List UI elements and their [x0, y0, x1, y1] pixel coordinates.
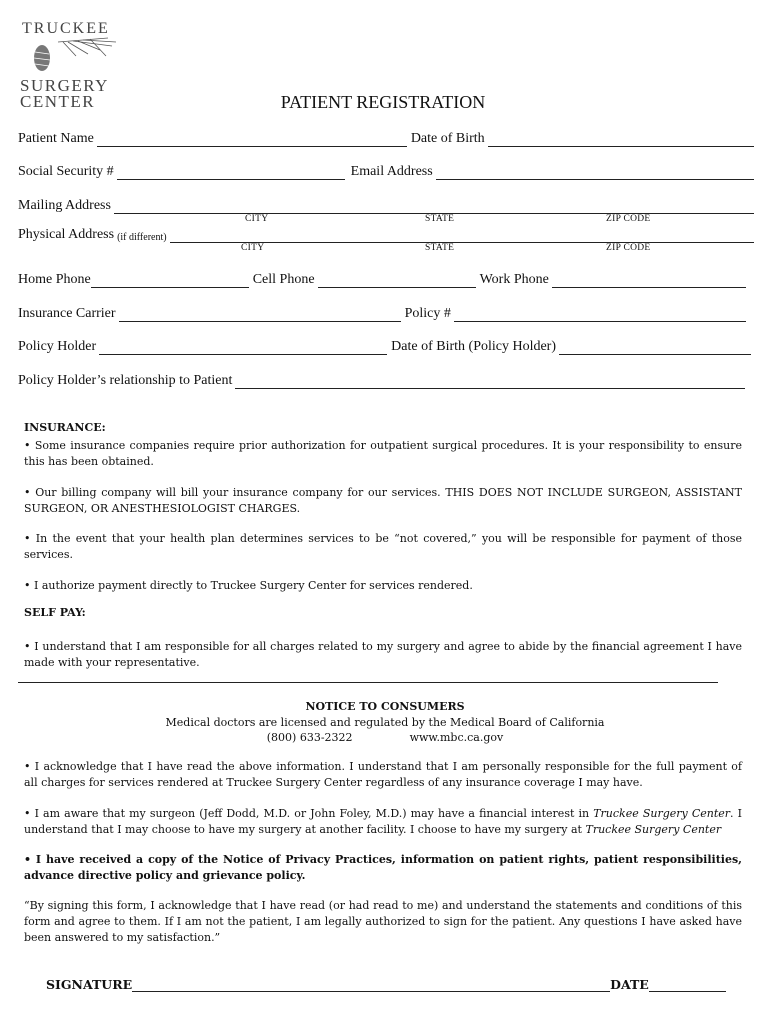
acknowledge-bullet-3: • I have received a copy of the Notice of Privacy Practices, information on patient rights, patient responsibilities, advance directive policy and grievance policy. [24, 853, 742, 882]
policy-number-field[interactable] [454, 307, 746, 322]
acknowledge-bullet-1: • I acknowledge that I have read the above information. I understand that I am personally responsible for the full payment of all charges for services rendered at Truckee Surgery Center regardless of any insurance coverage I may have. [24, 760, 742, 789]
email-field[interactable] [436, 165, 754, 180]
cell-phone-label: Cell Phone [252, 272, 315, 287]
mailing-zip-caption: ZIP CODE [606, 214, 651, 224]
form-title [0, 92, 770, 113]
section-divider [18, 682, 718, 683]
physical-zip-caption: ZIP CODE [606, 243, 651, 253]
patient-name-label: Patient Name [18, 131, 94, 146]
ack-b2-part-c: . I understand that I may choose to have my surgery at another facility. I choose to have my surgery at [24, 807, 742, 836]
insurance-carrier-field[interactable] [119, 307, 401, 322]
notice-contact [0, 731, 770, 744]
signature-label: SIGNATURE [46, 977, 133, 992]
physical-state-caption: STATE [425, 243, 455, 253]
physical-address-label: Physical Address [18, 227, 115, 242]
signature-row [46, 977, 726, 992]
logo-text-surgery: SURGERY [20, 76, 109, 95]
row-insurance-carrier [18, 306, 746, 322]
insurance-bullet-2: • Our billing company will bill your insurance company for our services. THIS DOES NOT INCLUDE SURGEON, ASSISTANT SURGEON, OR ANESTHESIOLOGIST CHARGES. [24, 486, 742, 515]
insurance-bullet-3: • In the event that your health plan determines services to be “not covered,” you will be responsible for payment of those services. [24, 532, 742, 561]
relationship-field[interactable] [235, 374, 745, 389]
relationship-label: Policy Holder’s relationship to Patient [18, 373, 233, 388]
ack-b2-part-b: Truckee Surgery Center [593, 807, 731, 820]
ssn-field[interactable] [117, 165, 345, 180]
insurance-carrier-label: Insurance Carrier [18, 306, 116, 321]
notice-line-1: Medical doctors are licensed and regulated by the Medical Board of California [165, 716, 605, 729]
home-phone-label: Home Phone [18, 272, 91, 287]
self-pay-bullet-1: • I understand that I am responsible for all charges related to my surgery and agree to abide by the financial agreement I have made with your representative. [24, 640, 742, 669]
acknowledge-bullet-2 [24, 806, 742, 838]
policy-holder-dob-field[interactable] [559, 340, 751, 355]
date-of-birth-field[interactable] [488, 132, 754, 147]
row-policy-holder [18, 339, 751, 355]
work-phone-label: Work Phone [479, 272, 549, 287]
patient-name-field[interactable] [97, 132, 407, 147]
physical-address-field[interactable] [170, 228, 754, 243]
work-phone-field[interactable] [552, 273, 746, 288]
medical-board-phone: (800) 633-2322 [266, 731, 353, 744]
logo-text-truckee: TRUCKEE [22, 20, 110, 37]
signature-statement: “By signing this form, I acknowledge that I have read (or had read to me) and understand the statements and conditions of this form and agree to them. If I am not the patient, I am legally authorized to sign for the patient. Any questions I have asked have been answered to my satisfaction.” [24, 899, 742, 944]
ack-b2-part-a: • I am aware that my surgeon (Jeff Dodd, M.D. or John Foley, M.D.) may have a financial interest in [24, 807, 594, 820]
mailing-address-field[interactable] [114, 199, 754, 214]
row-physical-address [18, 227, 754, 243]
notice-heading: NOTICE TO CONSUMERS [305, 700, 465, 713]
mailing-city-caption: CITY [245, 214, 269, 224]
medical-board-website[interactable]: www.mbc.ca.gov [409, 731, 504, 744]
policy-number-label: Policy # [404, 306, 451, 321]
physical-address-note: (if different) [117, 232, 167, 243]
form-title-text: PATIENT REGISTRATION [280, 92, 486, 112]
pine-cone-icon [28, 36, 118, 80]
date-field[interactable] [649, 979, 726, 992]
home-phone-field[interactable] [91, 273, 249, 288]
mailing-state-caption: STATE [425, 214, 455, 224]
date-label: DATE [610, 977, 649, 992]
date-of-birth-label: Date of Birth [410, 131, 485, 146]
physical-city-caption: CITY [241, 243, 265, 253]
signature-field[interactable] [132, 979, 610, 992]
email-label: Email Address [350, 164, 433, 179]
logo-text-center: CENTER [20, 92, 96, 111]
cell-phone-field[interactable] [318, 273, 476, 288]
policy-holder-dob-label: Date of Birth (Policy Holder) [391, 339, 557, 354]
ack-b2-part-d: Truckee Surgery Center [585, 823, 722, 836]
policy-holder-label: Policy Holder [18, 339, 97, 354]
insurance-bullet-4: • I authorize payment directly to Truckee Surgery Center for services rendered. [24, 579, 473, 592]
mailing-address-label: Mailing Address [18, 198, 111, 213]
policy-holder-field[interactable] [99, 340, 387, 355]
ssn-label: Social Security # [18, 164, 114, 179]
insurance-heading: INSURANCE: [24, 421, 106, 434]
self-pay-heading: SELF PAY: [24, 606, 86, 619]
row-mailing-address [18, 198, 754, 214]
insurance-bullet-1: • Some insurance companies require prior authorization for outpatient surgical procedures. It is your responsibility to ensure this has been obtained. [24, 439, 742, 468]
row-patient-name [18, 131, 754, 147]
row-relationship [18, 373, 745, 389]
row-ssn-email [18, 164, 754, 180]
row-phones [18, 272, 746, 288]
